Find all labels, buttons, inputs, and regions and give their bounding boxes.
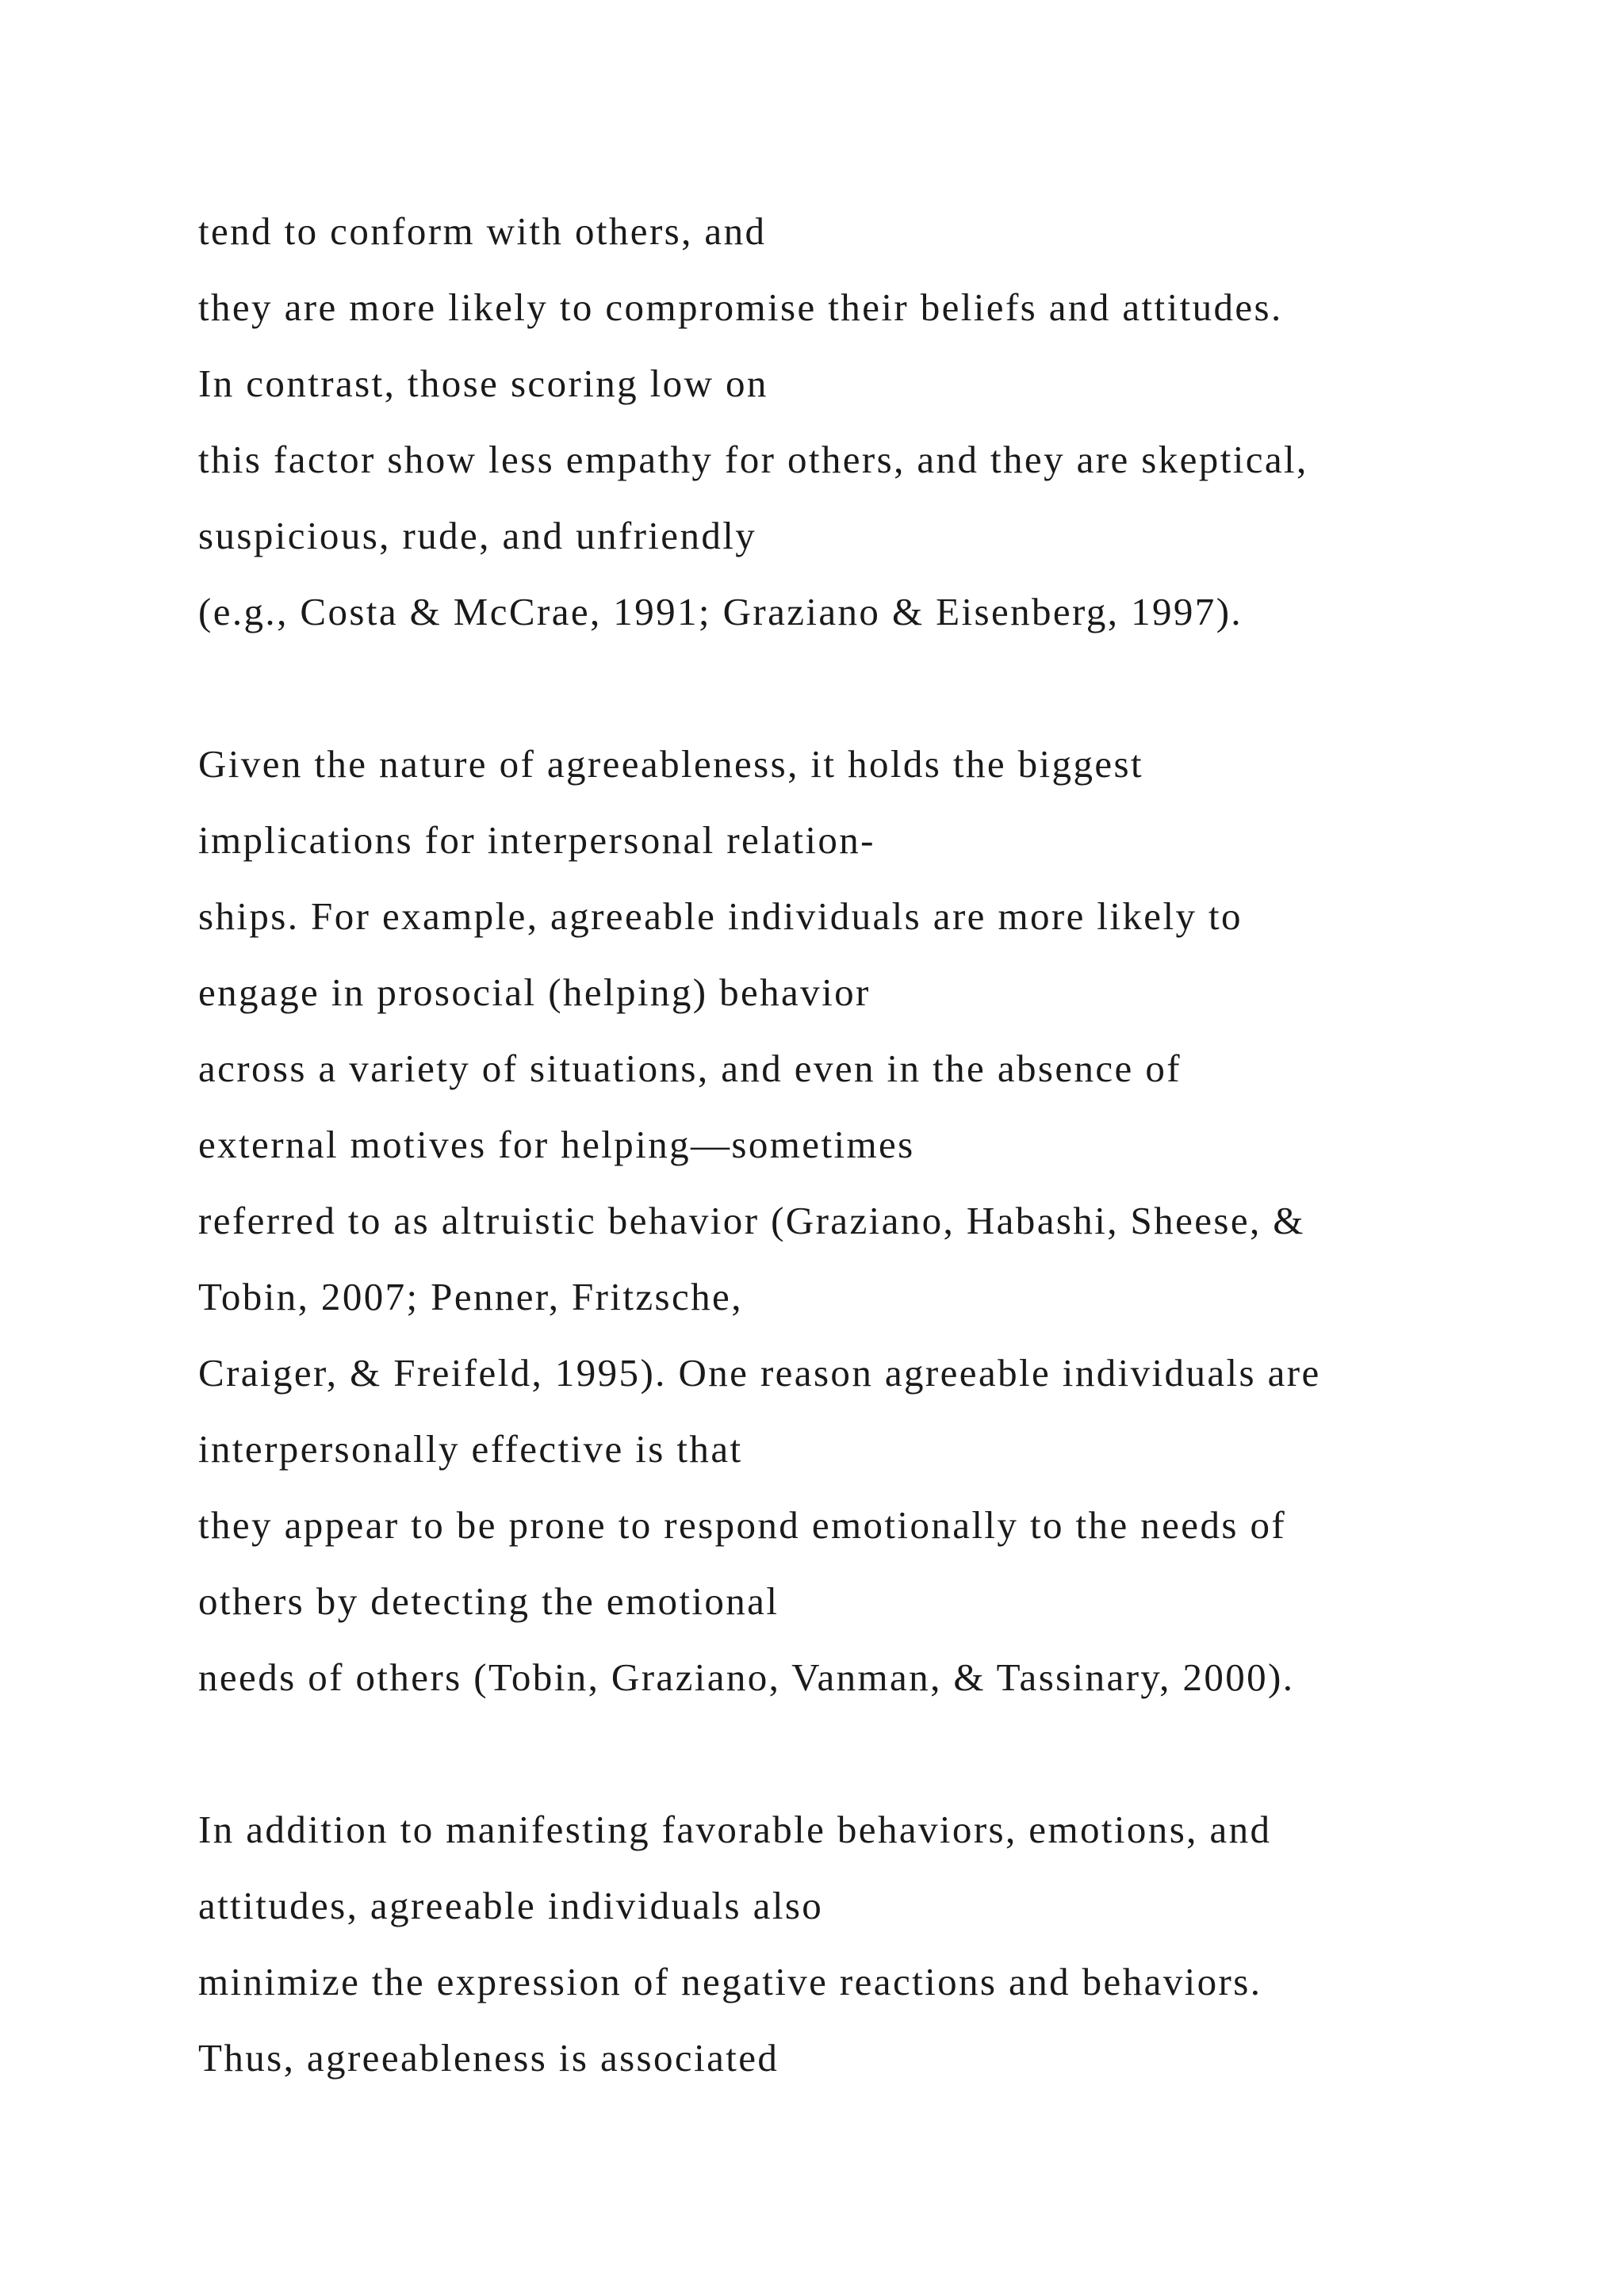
text-line: this factor show less empathy for others, and they are skeptical, <box>198 438 1308 481</box>
text-line: attitudes, agreeable individuals also <box>198 1884 824 1927</box>
paragraph-1 <box>198 193 1586 650</box>
paragraph-spacer <box>198 650 1586 726</box>
text-line: In addition to manifesting favorable behaviors, emotions, and <box>198 1808 1272 1851</box>
text-line: others by detecting the emotional <box>198 1579 779 1623</box>
text-line: interpersonally effective is that <box>198 1427 743 1471</box>
text-line: external motives for helping—sometimes <box>198 1123 915 1166</box>
text-line: implications for interpersonal relation- <box>198 818 875 862</box>
text-line: Craiger, & Freifeld, 1995). One reason agreeable individuals are <box>198 1351 1321 1395</box>
paragraph-3 <box>198 1792 1586 2096</box>
text-line: needs of others (Tobin, Graziano, Vanman, & Tassinary, 2000). <box>198 1655 1295 1699</box>
paragraph-2 <box>198 726 1586 1716</box>
text-line: across a variety of situations, and even in the absence of <box>198 1047 1182 1090</box>
text-line: they are more likely to compromise their beliefs and attitudes. <box>198 285 1283 329</box>
text-line: ships. For example, agreeable individuals are more likely to <box>198 894 1243 938</box>
text-line: they appear to be prone to respond emotionally to the needs of <box>198 1503 1287 1547</box>
document-body <box>198 193 1586 2096</box>
text-line: Thus, agreeableness is associated <box>198 2036 779 2080</box>
text-line: (e.g., Costa & McCrae, 1991; Graziano & Eisenberg, 1997). <box>198 590 1243 633</box>
paragraph-spacer <box>198 1716 1586 1792</box>
text-line: referred to as altruistic behavior (Graziano, Habashi, Sheese, & <box>198 1199 1305 1242</box>
text-line: suspicious, rude, and unfriendly <box>198 514 757 557</box>
text-line: engage in prosocial (helping) behavior <box>198 970 871 1014</box>
text-line: Tobin, 2007; Penner, Fritzsche, <box>198 1275 743 1318</box>
text-line: tend to conform with others, and <box>198 209 767 253</box>
text-line: Given the nature of agreeableness, it holds the biggest <box>198 742 1143 786</box>
text-line: minimize the expression of negative reactions and behaviors. <box>198 1960 1262 2003</box>
text-line: In contrast, those scoring low on <box>198 362 768 405</box>
